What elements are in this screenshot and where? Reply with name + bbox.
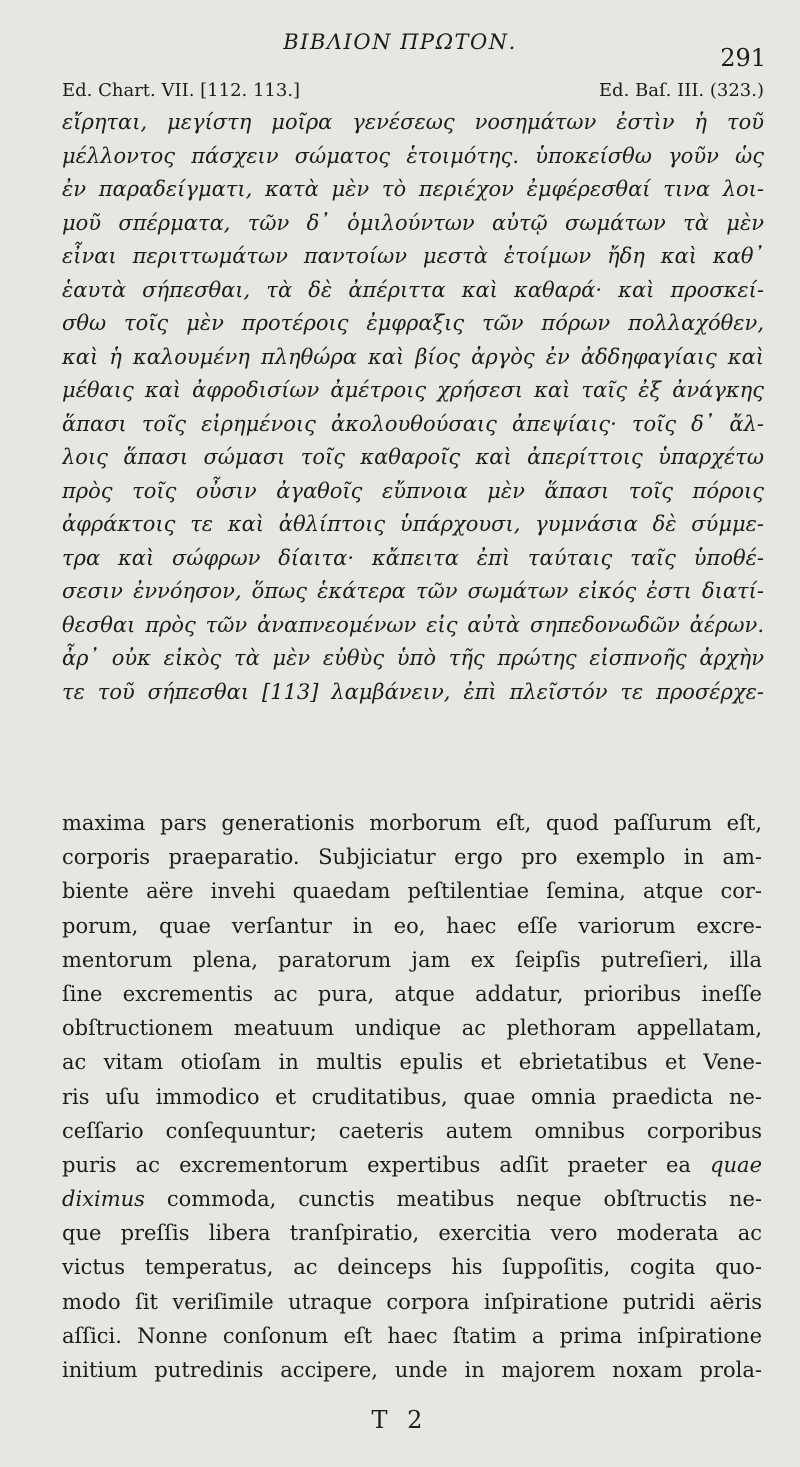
latin-line: mentorum plena, paratorum jam ex ſeipſis putreſieri, illa [62,947,762,972]
greek-line: μέθαις καὶ ἀφροδισίων ἀμέτροις χρήσεσι καὶ ταῖς ἐξ ἀνάγκης [62,378,764,402]
latin-line: ceſſario conſequuntur; caeteris autem omnibus corporibus [62,1118,762,1143]
greek-line: ἐν παραδείγματι, κατὰ μὲν τὸ περιέχον ἐμφέρεσθαί τινα λοι- [62,177,764,201]
greek-line: τρα καὶ σώφρων δίαιτα· κἄπειτα ἐπὶ ταύταις ταῖς ὑποθέ- [62,545,764,570]
greek-line: λοις ἅπασι σώμασι τοῖς καθαροῖς καὶ ἀπερίττοις ὑπαρχέτω [62,445,764,469]
running-head: ΒΙΒΛΙΟΝ ΠΡΩΤΟΝ. [283,30,517,54]
latin-line: que preſſis libera tranſpiratio, exercitia vero moderata ac [62,1221,762,1246]
page-number: 291 [720,44,766,72]
latin-line: victus temperatus, ac deinceps his ſuppoſitis, cogita quo- [62,1255,762,1280]
edition-reference-basel: Ed. Baſ. III. (323.) [598,80,764,101]
greek-text-block [62,106,764,709]
latin-line: ris uſu immodico et cruditatibus, quae omnia praedicta ne- [62,1084,762,1109]
greek-line: θεσθαι πρὸς τῶν ἀναπνεομένων εἰς αὐτὰ σηπεδονωδῶν ἀέρων. [62,612,764,637]
latin-line-with-italic [62,1148,762,1182]
signature-mark: T 2 [371,1406,429,1434]
greek-line: ἀφράκτοις τε καὶ ἀθλίπτοις ὑπάρχουσι, γυμνάσια δὲ σύμμε- [62,512,764,536]
latin-line: ſine excrementis ac pura, atque addatur, prioribus ineſſe [62,981,762,1006]
edition-reference-chartier: Ed. Chart. VII. [112. 113.] [62,80,301,101]
greek-line: εἴρηται, μεγίστη μοῖρα γενέσεως νοσημάτων ἐστὶν ἡ τοῦ [62,110,764,134]
greek-line: ἆρ᾽ οὐκ εἰκὸς τὰ μὲν εὐθὺς ὑπὸ τῆς πρώτης εἰσπνοῆς ἀρχὴν [62,646,764,670]
greek-line: μοῦ σπέρματα, τῶν δ᾽ ὁμιλούντων αὐτῷ σωμάτων τὰ μὲν [62,210,764,235]
latin-line: biente aëre invehi quaedam peſtilentiae ſemina, atque cor- [62,879,762,904]
latin-translation-block [62,806,762,1387]
greek-line: σεσιν ἐννόησον, ὅπως ἑκάτερα τῶν σωμάτων εἰκός ἐστι διατί- [62,579,764,603]
latin-line: obſtructionem meatuum undique ac plethoram appellatam, [62,1016,762,1041]
greek-line: πρὸς τοῖς οὖσιν ἀγαθοῖς εὔπνοια μὲν ἅπασι τοῖς πόροις [62,478,764,503]
latin-line-text: puris ac excrementorum expertibus adſit praeter ea [62,1152,691,1177]
greek-line: ἅπασι τοῖς εἰρημένοις ἀκολουθούσαις ἀπεψίαις· τοῖς δ᾽ ἄλ- [62,411,764,436]
latin-line: porum, quae verſantur in eo, haec eſſe variorum excre- [62,913,762,938]
greek-line: εἶναι περιττωμάτων παντοίων μεστὰ ἑτοίμων ἤδη καὶ καθ᾽ [62,244,764,268]
latin-line: corporis praeparatio. Subjiciatur ergo pro exemplo in am- [62,845,762,870]
greek-line: σθω τοῖς μὲν προτέροις ἐμφραξις τῶν πόρων πολλαχόθεν, [62,311,764,335]
latin-line: modo ſit veriſimile utraque corpora inſpiratione putridi aëris [62,1289,762,1314]
latin-line: ac vitam otioſam in multis epulis et ebrietatibus et Vene- [62,1050,762,1075]
greek-line: καὶ ἡ καλουμένη πληθώρα καὶ βίος ἀργὸς ἐν ἀδδηφαγίαις καὶ [62,344,764,369]
latin-italic-word: quae [710,1152,762,1177]
latin-italic-word: diximus [62,1187,145,1212]
greek-line: τε τοῦ σήπεσθαι [113] λαμβάνειν, ἐπὶ πλεῖστόν τε προσέρχε- [62,679,764,704]
greek-line: μέλλοντος πάσχειν σώματος ἑτοιμότης. ὑποκείσθω γοῦν ὡς [62,143,764,168]
latin-line-with-italic [62,1182,762,1216]
latin-line: aſſici. Nonne conſonum eſt haec ſtatim a prima inſpiratione [62,1323,762,1348]
latin-line: maxima pars generationis morborum eſt, quod paſſurum eſt, [62,811,762,835]
latin-line: initium putredinis accipere, unde in majorem noxam prola- [62,1358,762,1382]
greek-line: ἑαυτὰ σήπεσθαι, τὰ δὲ ἀπέριττα καὶ καθαρά· καὶ προσκεί- [62,277,764,302]
latin-line-text: commoda, cunctis meatibus neque obſtructis ne- [166,1187,762,1212]
